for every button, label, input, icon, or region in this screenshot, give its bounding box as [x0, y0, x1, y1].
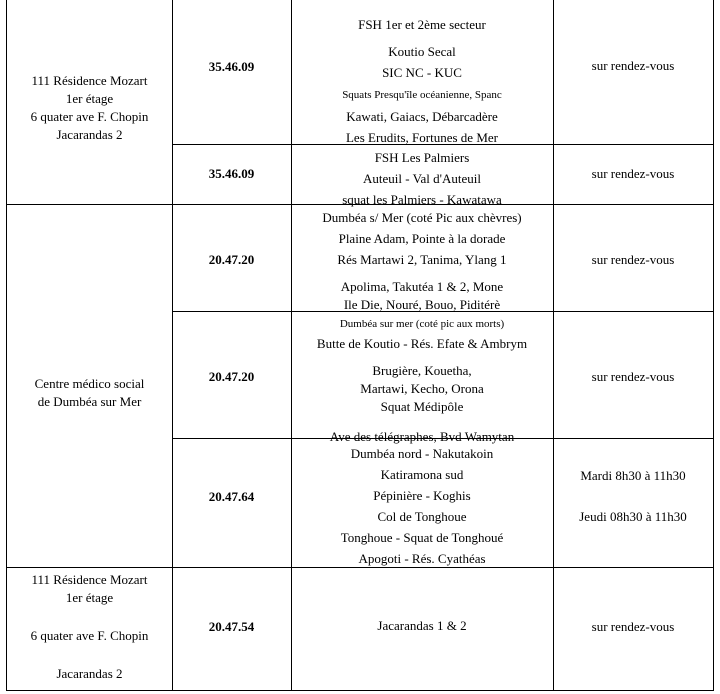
phone-number: 35.46.09: [208, 166, 255, 181]
sector-line: Butte de Koutio - Rés. Efate & Ambrym: [316, 336, 528, 351]
hours-line: Mardi 8h30 à 11h30: [580, 468, 686, 483]
sector-line: Apogoti - Rés. Cyathéas: [358, 551, 486, 566]
phone-number: 20.47.20: [208, 369, 255, 384]
location-cell: [7, 373, 172, 412]
hours-cell: [553, 465, 713, 527]
sector-line: FSH 1er et 2ème secteur: [358, 17, 486, 32]
sector-line: Martawi, Kecho, Orona: [360, 381, 484, 396]
location-line: 6 quater ave F. Chopin: [30, 628, 149, 643]
location-line: 1er étage: [65, 91, 114, 106]
hours-line: sur rendez-vous: [591, 619, 675, 634]
location-cell: [7, 569, 172, 684]
hours-line: sur rendez-vous: [591, 369, 675, 384]
sector-line: Kawati, Gaiacs, Débarcadère: [346, 109, 498, 124]
sector-line: Jacarandas 1 & 2: [377, 618, 467, 633]
sectors-cell: [291, 14, 553, 148]
sectors-cell: [291, 147, 553, 210]
sectors-cell: [291, 615, 553, 636]
location-line: 6 quater ave F. Chopin: [30, 109, 149, 124]
hours-line: sur rendez-vous: [591, 58, 675, 73]
location-line: de Dumbéa sur Mer: [37, 394, 142, 409]
hours-line: Jeudi 08h30 à 11h30: [579, 509, 687, 524]
sector-line: FSH Les Palmiers: [374, 150, 470, 165]
hours-cell: [553, 163, 713, 184]
sector-line: Plaine Adam, Pointe à la dorade: [338, 231, 506, 246]
sector-line: Dumbéa nord - Nakutakoin: [350, 446, 494, 461]
column-divider: [172, 0, 173, 690]
contact-table: [6, 0, 714, 691]
location-cell: [7, 70, 172, 145]
location-line: 111 Résidence Mozart: [31, 572, 148, 587]
location-line: Jacarandas 2: [56, 127, 123, 142]
sector-line: squat les Palmiers - Kawatawa: [342, 192, 502, 207]
sector-line: Ile Die, Nouré, Bouo, Piditérè: [343, 297, 501, 312]
hours-line: sur rendez-vous: [591, 166, 675, 181]
sector-line: Auteuil - Val d'Auteuil: [362, 171, 481, 186]
sector-line: Brugière, Kouetha,: [372, 363, 472, 378]
phone-number: 20.47.54: [208, 619, 255, 634]
sectors-cell: [291, 443, 553, 569]
sector-line: Koutio Secal: [388, 44, 456, 59]
hours-cell: [553, 55, 713, 76]
location-line: Centre médico social: [34, 376, 145, 391]
hours-cell: [553, 616, 713, 637]
sector-line: Apolima, Takutéa 1 & 2, Mone: [340, 279, 504, 294]
location-line: Jacarandas 2: [56, 666, 123, 681]
phone-number: 20.47.20: [208, 252, 255, 267]
sector-line: Squat Médipôle: [380, 399, 464, 414]
sector-line: Katiramona sud: [380, 467, 464, 482]
sector-line: Rés Martawi 2, Tanima, Ylang 1: [337, 252, 507, 267]
sectors-cell: [291, 207, 553, 315]
sector-line: Dumbéa sur mer (coté pic aux morts): [339, 318, 505, 330]
sector-line: Tonghoue - Squat de Tonghoué: [340, 530, 504, 545]
hours-line: sur rendez-vous: [591, 252, 675, 267]
sector-line: Pépinière - Koghis: [373, 488, 471, 503]
phone-number: 35.46.09: [208, 59, 255, 74]
sector-line: Squats Presqu'île océanienne, Spanc: [342, 89, 502, 101]
location-line: 111 Résidence Mozart: [31, 73, 148, 88]
sector-line: Dumbéa s/ Mer (coté Pic aux chèvres): [322, 210, 522, 225]
hours-cell: [553, 249, 713, 270]
phone-number: 20.47.64: [208, 489, 255, 504]
hours-cell: [553, 366, 713, 387]
location-line: 1er étage: [65, 590, 114, 605]
column-divider: [553, 0, 554, 690]
sector-line: SIC NC - KUC: [382, 65, 462, 80]
sector-line: Ave des télégraphes, Bvd Wamytan: [329, 429, 515, 444]
sector-line: Col de Tonghoue: [377, 509, 467, 524]
sector-line: Les Erudits, Fortunes de Mer: [345, 130, 498, 145]
sectors-cell: [291, 315, 553, 447]
